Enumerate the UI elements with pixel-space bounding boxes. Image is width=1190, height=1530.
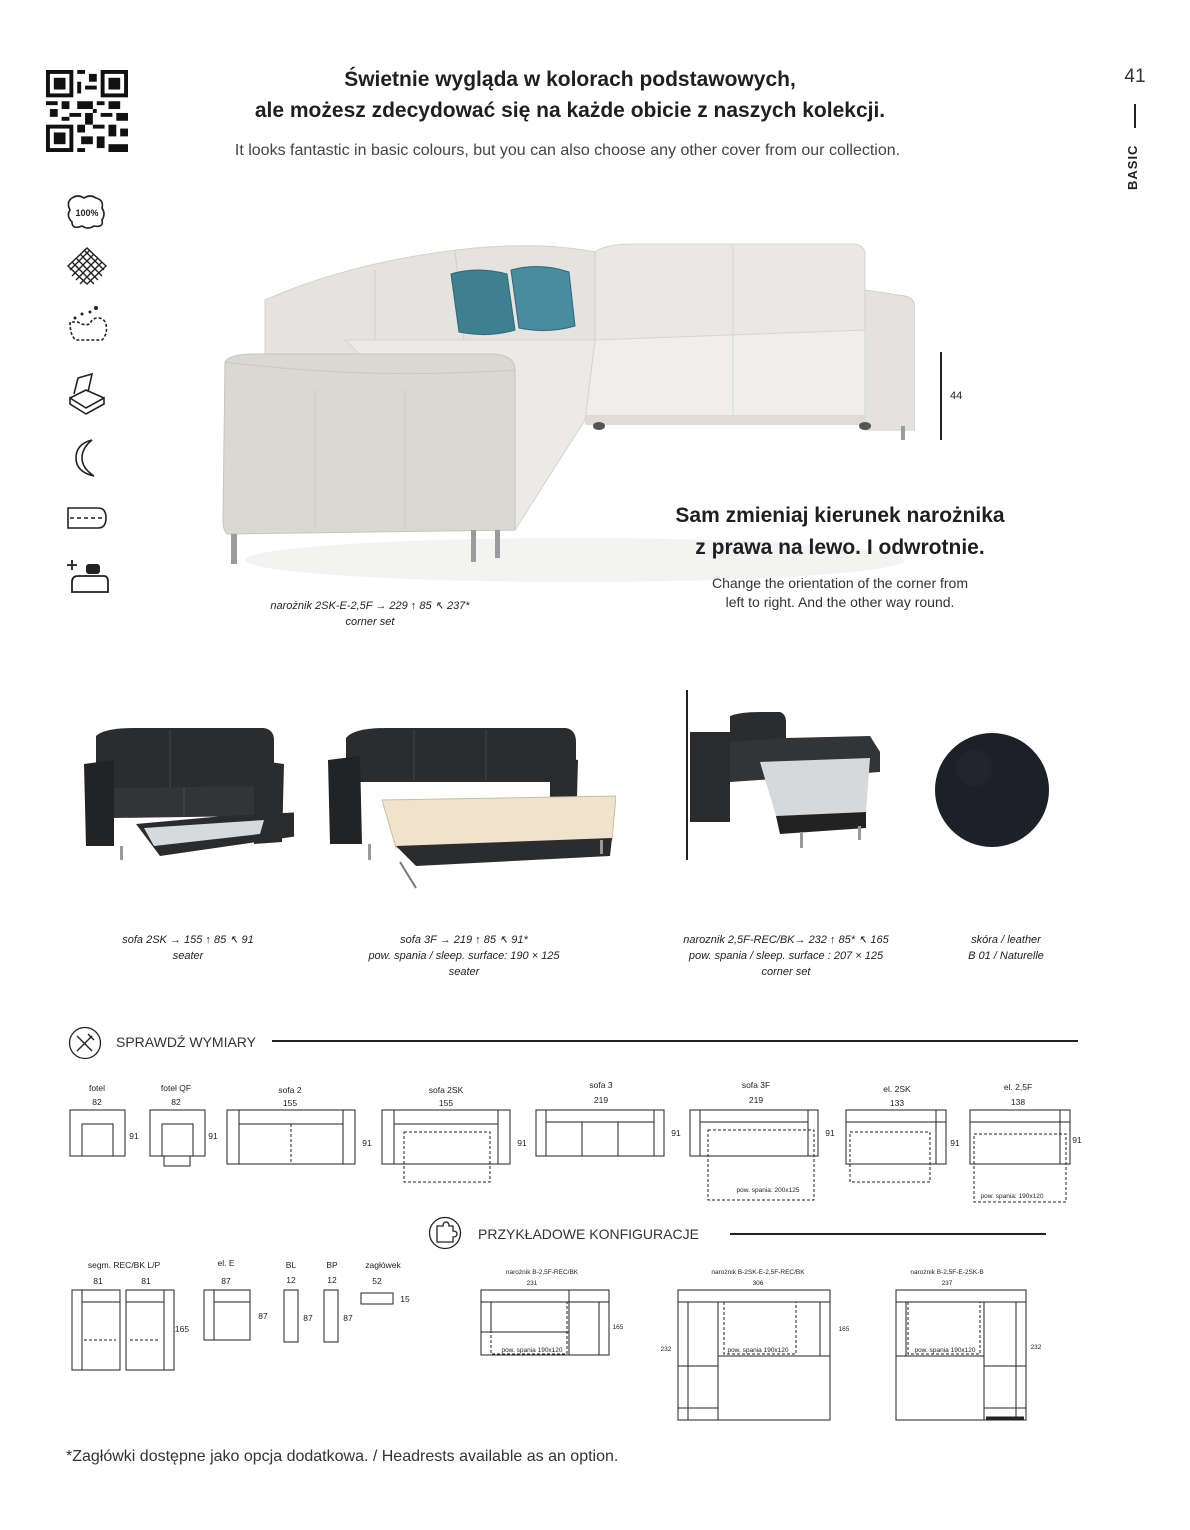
cfg-sleep-1: pow. spania 190x120 bbox=[501, 1347, 563, 1354]
product-caption-line: seater bbox=[448, 966, 480, 978]
cfg-el-w1-segm: 81 bbox=[93, 1276, 103, 1286]
cfg-sleep-3: pow. spania 190x120 bbox=[914, 1347, 976, 1354]
qr-code-icon[interactable] bbox=[46, 70, 128, 152]
dim-name-fotel: fotel bbox=[88, 1083, 106, 1093]
hero-caption-line-2: corner set bbox=[345, 616, 395, 628]
product-caption-leather bbox=[886, 932, 1126, 964]
dim-depth-el-25f: 91 bbox=[1072, 1135, 1082, 1145]
configs-section-rule bbox=[730, 1233, 1046, 1235]
product-caption-line: naroznik 2,5F-REC/BK→ 232 ↑ 85* ↖ 165 bbox=[683, 934, 889, 946]
dim-name-sofa-3f: sofa 3F bbox=[741, 1080, 771, 1090]
cfg-el-d-e: 87 bbox=[258, 1311, 268, 1321]
cfg-el-depth-segm: 165 bbox=[174, 1324, 190, 1334]
dim-depth-fotel-qf: 91 bbox=[208, 1131, 218, 1141]
cfg-el-d-bp: 87 bbox=[343, 1313, 353, 1323]
sofa-2sk-image bbox=[74, 716, 294, 872]
product-caption-line: B 01 / Naturelle bbox=[968, 950, 1044, 962]
height-dimension-bar bbox=[940, 352, 942, 440]
dim-name-el-25f: el. 2,5F bbox=[1003, 1082, 1033, 1092]
puzzle-icon bbox=[428, 1216, 462, 1250]
cfg-el-name-bp: BP bbox=[326, 1260, 338, 1270]
dim-name-sofa-3: sofa 3 bbox=[589, 1080, 613, 1090]
cfg-depth-2a: 232 bbox=[660, 1346, 672, 1353]
cfg-el-name-e: el. E bbox=[217, 1258, 235, 1268]
title-line-1: Świetnie wygląda w kolorach podstawowych, bbox=[344, 68, 796, 91]
sofa-3f-image bbox=[326, 716, 616, 892]
cfg-depth-3: 232 bbox=[1030, 1344, 1042, 1351]
cfg-width-3: 237 bbox=[941, 1280, 953, 1287]
dim-width-el-25f: 138 bbox=[1010, 1097, 1026, 1107]
configuration-drawings bbox=[60, 1256, 1060, 1426]
dim-depth-sofa-3: 91 bbox=[671, 1128, 681, 1138]
product-caption-line: pow. spania / sleep. surface : 207 × 125 bbox=[688, 950, 884, 962]
dim-sleep-el-25f: pow. spania: 190x120 bbox=[980, 1193, 1044, 1200]
dim-width-fotel: 82 bbox=[92, 1097, 102, 1107]
series-label: BASIC bbox=[1125, 144, 1140, 190]
page-number: 41 bbox=[1124, 66, 1146, 87]
page-title bbox=[170, 64, 970, 126]
footnote: *Zagłówki dostępne jako opcja dodatkowa. / Headrests available as an option. bbox=[66, 1448, 619, 1465]
measure-icon bbox=[68, 1026, 102, 1060]
cfg-width-1: 231 bbox=[526, 1280, 538, 1287]
title-line-2: ale możesz zdecydować się na każde obicie z naszych kolekcji. bbox=[254, 99, 886, 122]
hero-caption-line-1: narożnik 2SK-E-2,5F → 229 ↑ 85 ↖ 237* bbox=[270, 600, 470, 612]
dim-width-sofa-2: 155 bbox=[282, 1098, 298, 1108]
cfg-el-w-bp: 12 bbox=[327, 1275, 337, 1285]
cfg-name-1: narożnik B-2,5F-REC/BK bbox=[505, 1269, 579, 1276]
cfg-el-w-headrest: 52 bbox=[372, 1276, 382, 1286]
product-caption-sofa-2sk bbox=[68, 932, 308, 964]
product-caption-line: skóra / leather bbox=[971, 934, 1041, 946]
cfg-width-2: 306 bbox=[752, 1280, 764, 1287]
sleep-moon-icon bbox=[64, 438, 110, 478]
product-caption-line: pow. spania / sleep. surface: 190 × 125 bbox=[368, 950, 560, 962]
cfg-el-w-bl: 12 bbox=[286, 1275, 296, 1285]
dim-width-fotel-qf: 82 bbox=[171, 1097, 181, 1107]
dim-name-fotel-qf: fotel QF bbox=[160, 1083, 192, 1093]
dimension-drawings bbox=[60, 1076, 1100, 1208]
cfg-name-3: narożnik B-2,5F-E-2SK-B bbox=[910, 1269, 984, 1276]
cfg-sleep-2: pow. spania 190x120 bbox=[727, 1347, 789, 1354]
cfg-el-d-bl: 87 bbox=[303, 1313, 313, 1323]
orientation-text-line-2: left to right. And the other way round. bbox=[725, 594, 955, 610]
product-caption-line: sofa 3F → 219 ↑ 85 ↖ 91* bbox=[400, 934, 528, 946]
dimension-icon bbox=[64, 504, 110, 532]
cfg-el-w2-segm: 81 bbox=[141, 1276, 151, 1286]
dim-depth-el-2sk: 91 bbox=[950, 1138, 960, 1148]
foam-icon bbox=[64, 300, 110, 344]
dim-name-sofa-2: sofa 2 bbox=[278, 1085, 302, 1095]
photo-divider bbox=[686, 690, 688, 860]
dim-width-sofa-3f: 219 bbox=[748, 1095, 764, 1105]
page-subtitle: It looks fantastic in basic colours, but you can also choose any other cover from our collection. bbox=[234, 142, 901, 159]
leather-swatch bbox=[934, 732, 1050, 848]
dim-name-el-2sk: el. 2SK bbox=[883, 1084, 911, 1094]
orientation-heading-line-1: Sam zmieniaj kierunek narożnika bbox=[675, 504, 1005, 527]
cfg-el-name-bl: BL bbox=[285, 1260, 297, 1270]
orientation-heading-line-2: z prawa na lewo. I odwrotnie. bbox=[695, 536, 985, 559]
product-caption-line: seater bbox=[172, 950, 204, 962]
cfg-el-name-headrest: zagłówek bbox=[365, 1260, 401, 1270]
product-caption-line: corner set bbox=[761, 966, 811, 978]
dim-width-el-2sk: 133 bbox=[889, 1098, 905, 1108]
dim-depth-sofa-2sk: 91 bbox=[517, 1138, 527, 1148]
storage-box-icon bbox=[64, 372, 110, 418]
orientation-text-line-1: Change the orientation of the corner from bbox=[711, 575, 969, 591]
product-caption-line: sofa 2SK → 155 ↑ 85 ↖ 91 bbox=[122, 934, 254, 946]
corner-rec-bk-image bbox=[690, 712, 910, 852]
dim-depth-sofa-3f: 91 bbox=[825, 1128, 835, 1138]
orientation-heading bbox=[640, 500, 1040, 564]
product-caption-corner bbox=[656, 932, 916, 980]
cfg-name-2: narożnik B-2SK-E-2,5F-REC/BK bbox=[711, 1269, 805, 1276]
orientation-text bbox=[650, 574, 1030, 612]
dim-depth-fotel: 91 bbox=[129, 1131, 139, 1141]
cfg-el-name-segm: segm. REC/BK L/P bbox=[87, 1260, 161, 1270]
cfg-el-w-e: 87 bbox=[221, 1276, 231, 1286]
dim-width-sofa-2sk: 155 bbox=[438, 1098, 454, 1108]
dim-sleep-sofa-3f: pow. spania: 200x125 bbox=[736, 1187, 800, 1194]
side-divider bbox=[1134, 104, 1136, 128]
hero-caption bbox=[240, 598, 500, 630]
fabric-pattern-icon bbox=[64, 244, 110, 288]
cfg-depth-2b: 165 bbox=[838, 1326, 850, 1333]
height-dimension: 44 bbox=[950, 390, 963, 402]
product-caption-sofa-3f bbox=[344, 932, 584, 980]
dimensions-section-title: SPRAWDŹ WYMIARY bbox=[116, 1034, 257, 1050]
cfg-depth-1: 165 bbox=[612, 1324, 624, 1331]
cfg-el-d-headrest: 15 bbox=[400, 1294, 410, 1304]
dimensions-section-rule bbox=[272, 1040, 1078, 1042]
dim-width-sofa-3: 219 bbox=[593, 1095, 609, 1105]
dim-depth-sofa-2: 91 bbox=[362, 1138, 372, 1148]
dim-name-sofa-2sk: sofa 2SK bbox=[428, 1085, 464, 1095]
add-headrest-icon bbox=[64, 556, 110, 596]
leather-badge-text: 100% bbox=[75, 208, 99, 218]
leather-100-icon bbox=[64, 192, 110, 232]
configs-section-title: PRZYKŁADOWE KONFIGURACJE bbox=[478, 1226, 699, 1242]
